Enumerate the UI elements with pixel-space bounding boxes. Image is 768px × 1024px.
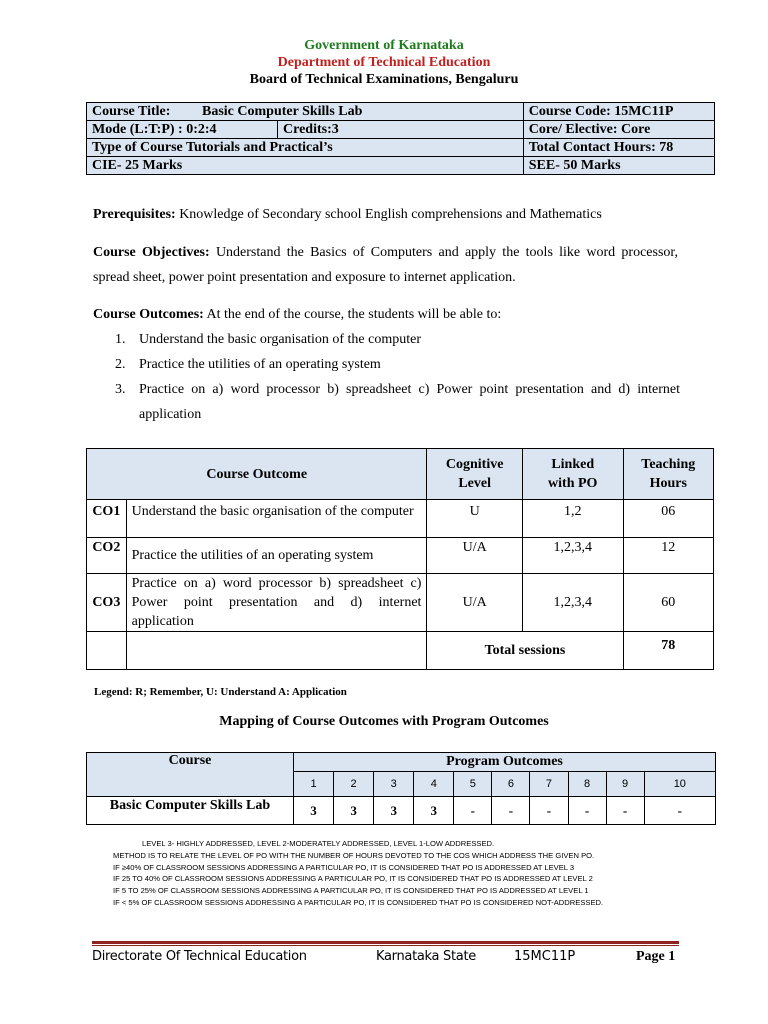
linked-po-header: Linked with PO (522, 449, 623, 500)
po-value: - (568, 797, 606, 825)
list-item-number: 2. (115, 357, 126, 372)
list-item-number: 1. (115, 332, 126, 347)
po-number: 8 (568, 772, 606, 797)
mode-cell: Mode (L:T:P) : 0:2:4 (87, 121, 278, 139)
co-description: Practice the utilities of an operating system (126, 538, 427, 574)
board-heading: Board of Technical Examinations, Bengaluru (249, 72, 519, 87)
course-title-cell (87, 103, 524, 121)
co-hours: 12 (623, 538, 713, 574)
cognitive-level-header: Cognitive Level (427, 449, 523, 500)
prerequisites-text: Knowledge of Secondary school English comprehensions and Mathematics (179, 207, 602, 222)
total-sessions-label: Total sessions (427, 632, 623, 670)
note-line: LEVEL 3- HIGHLY ADDRESSED, LEVEL 2-MODERATELY ADDRESSED, LEVEL 1-LOW ADDRESSED. (142, 839, 495, 848)
co-description: Understand the basic organisation of the computer (126, 500, 427, 538)
total-sessions-value: 78 (623, 632, 713, 670)
co-hours: 60 (623, 574, 713, 632)
course-title-label: Course Title: (92, 104, 171, 119)
footer-state: Karnataka State (376, 949, 476, 964)
po-value: 3 (334, 797, 374, 825)
outcomes-intro: At the end of the course, the students will be able to: (206, 307, 502, 322)
list-item (115, 377, 680, 427)
po-value: - (492, 797, 530, 825)
see-cell: SEE- 50 Marks (523, 157, 714, 175)
po-number: 1 (294, 772, 334, 797)
course-code-cell: Course Code: 15MC11P (523, 103, 714, 121)
co-id: CO2 (87, 538, 127, 574)
co-level: U (427, 500, 523, 538)
po-number: 10 (644, 772, 715, 797)
note-line: IF 5 TO 25% OF CLASSROOM SESSIONS ADDRESSING A PARTICULAR PO, IT IS CONSIDERED THAT PO IS ADDRESSED AT LEVEL 1 (113, 886, 589, 896)
po-number: 3 (374, 772, 414, 797)
po-value: 3 (374, 797, 414, 825)
program-outcomes-header: Program Outcomes (294, 753, 716, 772)
po-number: 4 (414, 772, 454, 797)
course-type-cell: Type of Course Tutorials and Practical’s (87, 139, 524, 157)
po-value: - (530, 797, 568, 825)
note-line: IF ≥40% OF CLASSROOM SESSIONS ADDRESSING A PARTICULAR PO, IT IS CONSIDERED THAT PO IS ADDRESSED AT LEVEL 3 (113, 862, 575, 872)
outcomes-label: Course Outcomes: (93, 307, 204, 322)
list-item (115, 352, 680, 377)
mapping-title: Mapping of Course Outcomes with Program Outcomes (219, 714, 549, 729)
co-po: 1,2,3,4 (522, 538, 623, 574)
teaching-hours-header: Teaching Hours (623, 449, 713, 500)
po-number: 9 (606, 772, 644, 797)
list-item-text: Understand the basic organisation of the computer (139, 332, 421, 347)
core-elective-cell: Core/ Elective: Core (523, 121, 714, 139)
po-number: 7 (530, 772, 568, 797)
footer-rule-thin (92, 945, 679, 946)
table-row (87, 500, 714, 538)
list-item-number: 3. (115, 382, 126, 397)
contact-hours-cell: Total Contact Hours: 78 (523, 139, 714, 157)
po-value: - (606, 797, 644, 825)
po-number: 2 (334, 772, 374, 797)
outcomes-paragraph (93, 302, 678, 327)
list-item-text: Practice the utilities of an operating system (139, 357, 381, 372)
course-outcome-header: Course Outcome (87, 449, 427, 500)
table-row (87, 538, 714, 574)
total-row (87, 632, 714, 670)
footer-rule (92, 941, 679, 944)
po-number: 6 (492, 772, 530, 797)
objectives-label: Course Objectives: (93, 245, 210, 260)
department-heading: Department of Technical Education (277, 55, 491, 70)
government-heading: Government of Karnataka (304, 38, 464, 53)
footer-directorate: Directorate Of Technical Education (92, 949, 307, 964)
prerequisites-label: Prerequisites: (93, 207, 176, 222)
cie-cell: CIE- 25 Marks (87, 157, 524, 175)
po-mapping-table (86, 752, 716, 825)
table-row (87, 574, 714, 632)
co-po: 1,2,3,4 (522, 574, 623, 632)
legend-text: Legend: R; Remember, U: Understand A: Application (94, 686, 347, 698)
course-title-value: Basic Computer Skills Lab (202, 104, 363, 119)
objectives-text: Understand the Basics of Computers and apply the tools like word processor, spread sheet, power point presentation and exposure to internet application. (93, 245, 678, 285)
course-header: Course (87, 753, 294, 797)
course-name-cell: Basic Computer Skills Lab (87, 797, 294, 825)
list-item (115, 327, 680, 352)
note-line: IF < 5% OF CLASSROOM SESSIONS ADDRESSING A PARTICULAR PO, IT IS CONSIDERED THAT PO IS CONSIDERED NOT-ADDRESSED. (113, 897, 604, 907)
footer-page-number: Page 1 (636, 949, 676, 964)
footer-course-code: 15MC11P (514, 949, 576, 964)
outcomes-list (115, 327, 680, 427)
objectives-paragraph (93, 240, 678, 290)
po-value: - (454, 797, 492, 825)
level-notes (113, 838, 603, 909)
co-id: CO3 (87, 574, 127, 632)
co-po: 1,2 (522, 500, 623, 538)
list-item-text: Practice on a) word processor b) spreadsheet c) Power point presentation and d) internet application (139, 382, 680, 422)
po-number: 5 (454, 772, 492, 797)
note-line: METHOD IS TO RELATE THE LEVEL OF PO WITH THE NUMBER OF HOURS DEVOTED TO THE COS WHICH ADDRESS THE GIVEN PO. (113, 850, 595, 860)
course-info-table (86, 102, 715, 175)
co-id: CO1 (87, 500, 127, 538)
po-value: - (644, 797, 715, 825)
note-line: IF 25 TO 40% OF CLASSROOM SESSIONS ADDRESSING A PARTICULAR PO, IT IS CONSIDERED THAT PO IS ADDRESSED AT LEVEL 2 (113, 874, 593, 884)
course-outcome-table (86, 448, 714, 670)
co-level: U/A (427, 574, 523, 632)
co-description: Practice on a) word processor b) spreadsheet c) Power point presentation and d) internet application (126, 574, 427, 632)
po-value: 3 (414, 797, 454, 825)
co-hours: 06 (623, 500, 713, 538)
po-value: 3 (294, 797, 334, 825)
prerequisites-paragraph (93, 202, 678, 227)
co-level: U/A (427, 538, 523, 574)
credits-cell: Credits:3 (278, 121, 524, 139)
